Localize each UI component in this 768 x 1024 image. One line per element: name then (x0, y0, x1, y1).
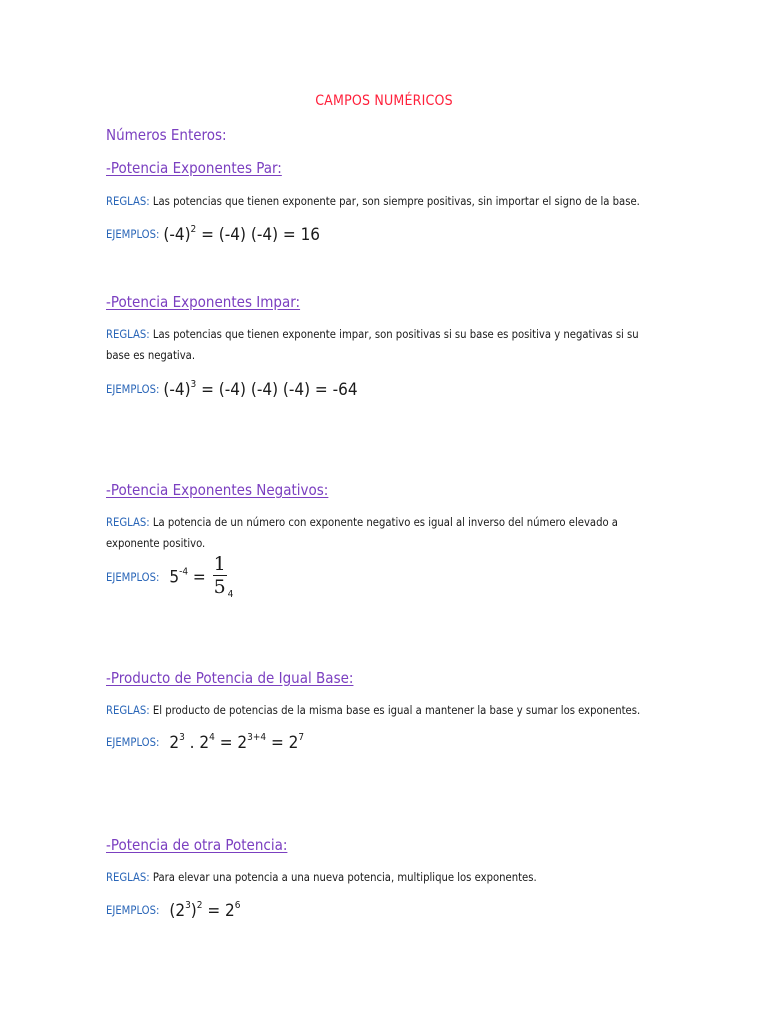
examples-label: EJEMPLOS: (106, 383, 160, 396)
term: 2 (288, 733, 299, 753)
example-exponentes-impar (106, 380, 358, 400)
term: (2 (169, 901, 186, 921)
example-exponentes-par (106, 225, 320, 245)
example-exponent: -4 (179, 566, 189, 578)
rules-text: Las potencias que tienen exponente impar, son positivas si su base es positiva y negativas si su base es negativa. (106, 328, 639, 362)
exponent: 3 (179, 732, 185, 743)
operator: = (202, 901, 226, 921)
example-exponent: 2 (190, 224, 197, 235)
rules-producto-igual-base (106, 700, 646, 721)
exponent: 3 (185, 900, 191, 911)
term: 2 (169, 733, 180, 753)
exponent: 3+4 (247, 732, 267, 743)
section-heading-exponentes-negativos: -Potencia Exponentes Negativos: (106, 481, 329, 499)
fraction-denominator: 5 (213, 576, 226, 599)
rules-label: REGLAS: (106, 516, 150, 529)
rules-text: Las potencias que tienen exponente par, son siempre positivas, sin importar el signo de la base. (152, 195, 640, 208)
term: ) (190, 901, 197, 921)
fraction-numerator: 1 (213, 553, 226, 575)
example-base: 5 (169, 567, 180, 588)
section-heading-producto-igual-base: -Producto de Potencia de Igual Base: (106, 669, 354, 687)
term: 2 (225, 901, 235, 921)
example-result: = (-4) (-4) = 16 (196, 225, 321, 245)
rules-exponentes-impar (106, 324, 646, 366)
section-heading-exponentes-impar: -Potencia Exponentes Impar: (106, 293, 301, 311)
example-base: (-4) (163, 380, 191, 400)
example-potencia-de-potencia (106, 901, 241, 921)
exponent: 2 (196, 900, 203, 911)
example-equals: = (188, 567, 211, 588)
example-result: = (-4) (-4) (-4) = -64 (196, 380, 358, 400)
fraction-exponent: 4 (227, 588, 234, 600)
examples-label: EJEMPLOS: (106, 228, 160, 241)
page-title: CAMPOS NUMÉRICOS (315, 93, 453, 109)
fraction (213, 554, 227, 597)
rules-text: El producto de potencias de la misma base es igual a mantener la base y sumar los exponentes. (152, 704, 641, 717)
rules-text: La potencia de un número con exponente negativo es igual al inverso del número elevado a exponente positivo. (106, 516, 618, 550)
exponent: 4 (209, 732, 215, 743)
rules-exponentes-negativos (106, 512, 646, 554)
examples-label: EJEMPLOS: (106, 570, 160, 584)
operator: . (184, 733, 200, 753)
operator: = (214, 733, 238, 753)
operator: = (266, 733, 289, 753)
rules-label: REGLAS: (106, 328, 150, 341)
rules-exponentes-par (106, 191, 646, 212)
section-heading-exponentes-par: -Potencia Exponentes Par: (106, 159, 282, 177)
exponent: 6 (234, 900, 241, 911)
examples-label: EJEMPLOS: (106, 904, 160, 917)
term: 2 (237, 733, 248, 753)
subheading-numeros-enteros: Números Enteros: (106, 126, 227, 144)
rules-potencia-de-potencia (106, 867, 646, 888)
section-heading-potencia-de-potencia: -Potencia de otra Potencia: (106, 836, 288, 854)
rules-label: REGLAS: (106, 871, 150, 884)
example-exponentes-negativos (106, 553, 234, 605)
exponent: 7 (298, 732, 305, 743)
examples-label: EJEMPLOS: (106, 736, 160, 749)
rules-label: REGLAS: (106, 704, 150, 717)
example-exponent: 3 (190, 379, 197, 390)
term: 2 (199, 733, 210, 753)
example-base: (-4) (163, 225, 191, 245)
rules-text: Para elevar una potencia a una nueva potencia, multiplique los exponentes. (152, 871, 537, 884)
example-producto-igual-base (106, 733, 304, 753)
rules-label: REGLAS: (106, 195, 150, 208)
